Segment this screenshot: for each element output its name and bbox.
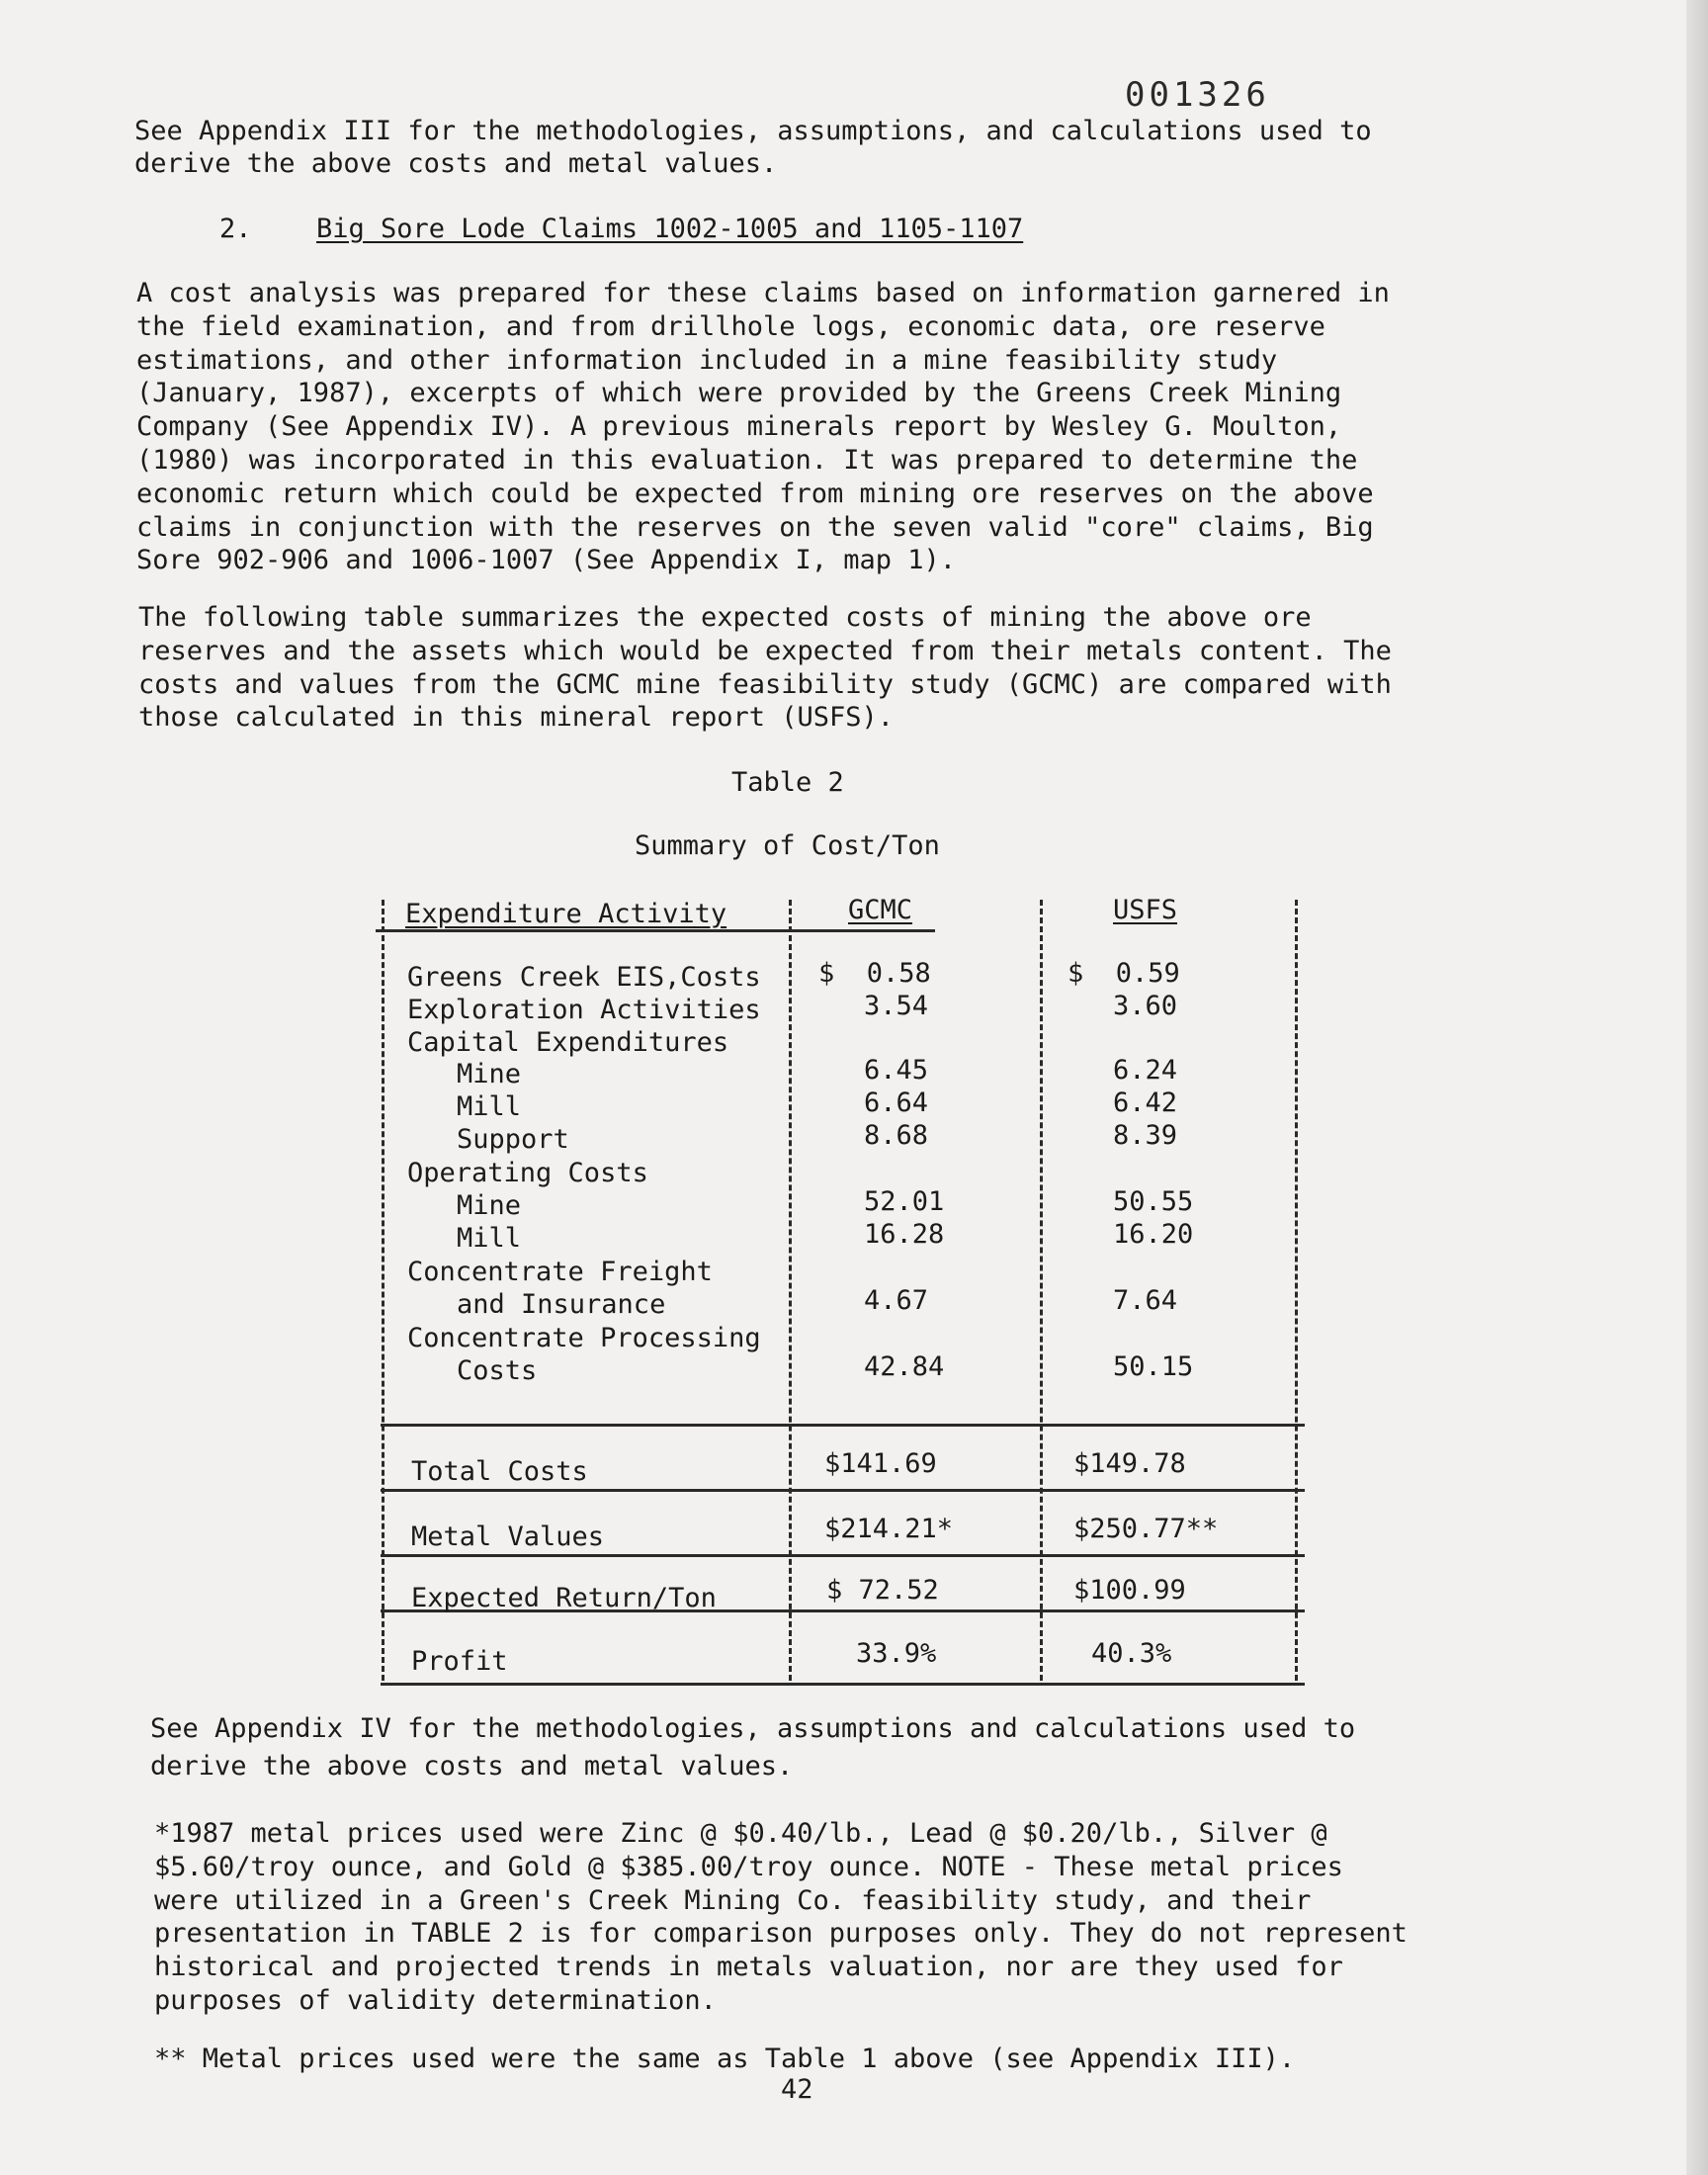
total-usfs-value: $149.78: [1073, 1448, 1186, 1479]
row-usfs-value: 6.42: [1113, 1088, 1178, 1118]
row-usfs-value: 7.64: [1113, 1285, 1178, 1316]
row-gcmc-value: 42.84: [864, 1351, 945, 1382]
row-usfs-value: 3.60: [1113, 991, 1178, 1021]
section-title: Big Sore Lode Claims 1002-1005 and 1105-1107: [316, 214, 1024, 244]
table-divider-usfs: [1040, 900, 1043, 1681]
row-label: and Insurance: [457, 1289, 666, 1320]
cost-summary-table: [376, 890, 1305, 1691]
total-gcmc-value: $ 72.52: [826, 1575, 939, 1606]
row-usfs-value: 6.24: [1113, 1055, 1178, 1086]
footnote-line: *1987 metal prices used were Zinc @ $0.40/lb., Lead @ $0.20/lb., Silver @: [154, 1818, 1327, 1849]
header-usfs: USFS: [1113, 895, 1178, 925]
total-usfs-value: $250.77**: [1073, 1514, 1219, 1544]
table-divider-gcmc: [789, 900, 792, 1681]
row-label: Mine: [457, 1190, 522, 1221]
row-label: Concentrate Processing: [407, 1323, 761, 1353]
row-usfs-value: 50.55: [1113, 1186, 1194, 1217]
row-gcmc-value: 52.01: [864, 1186, 945, 1217]
row-label: Concentrate Freight: [407, 1257, 713, 1287]
table-left-border: [382, 900, 384, 1681]
rule-above-metal: [381, 1489, 1305, 1492]
paragraph-line: the field examination, and from drillhole logs, economic data, ore reserve: [136, 310, 1325, 342]
footnote-line: historical and projected trends in metals valuation, nor are they used for: [154, 1952, 1343, 1983]
table-caption: Table 2: [731, 767, 844, 798]
paragraph-line: A cost analysis was prepared for these claims based on information garnered in: [136, 278, 1390, 308]
total-label: Profit: [411, 1646, 508, 1677]
table-bottom-rule: [381, 1683, 1305, 1686]
paragraph-line: (1980) was incorporated in this evaluation. It was prepared to determine the: [136, 445, 1358, 476]
row-label: Greens Creek EIS,Costs: [407, 962, 761, 993]
row-label: Capital Expenditures: [407, 1027, 729, 1058]
row-gcmc-value: 6.64: [864, 1088, 929, 1118]
row-label: Mill: [457, 1223, 522, 1254]
footnote-line: $5.60/troy ounce, and Gold @ $385.00/troy ounce. NOTE - These metal prices: [154, 1851, 1343, 1882]
document-number: 001326: [1125, 75, 1270, 115]
total-usfs-value: 40.3%: [1091, 1638, 1172, 1669]
after-table-line-1: See Appendix IV for the methodologies, assumptions and calculations used to: [150, 1713, 1356, 1744]
paragraph-line: Sore 902-906 and 1006-1007 (See Appendix I, map 1).: [136, 545, 957, 576]
row-usfs-value: 16.20: [1113, 1219, 1194, 1250]
row-usfs-value: 50.15: [1113, 1351, 1194, 1382]
row-label: Support: [457, 1124, 569, 1155]
page-number: 42: [781, 2074, 813, 2105]
header-expenditure-activity: Expenditure Activity: [405, 899, 727, 929]
paragraph-line: Company (See Appendix IV). A previous minerals report by Wesley G. Moulton,: [136, 411, 1342, 443]
footnote-line: purposes of validity determination.: [154, 1985, 717, 2016]
total-label: Metal Values: [411, 1522, 605, 1552]
paragraph-line: those calculated in this mineral report (USFS).: [138, 702, 895, 734]
row-label: Exploration Activities: [407, 995, 761, 1025]
rule-above-total: [381, 1424, 1305, 1427]
intro-line-1: See Appendix III for the methodologies, assumptions, and calculations used to: [134, 116, 1372, 146]
table-right-border: [1295, 900, 1298, 1681]
row-usfs-value: 8.39: [1113, 1120, 1178, 1151]
intro-line-2: derive the above costs and metal values.: [134, 148, 778, 179]
paragraph-line: claims in conjunction with the reserves on the seven valid "core" claims, Big: [136, 511, 1374, 543]
row-label: Mill: [457, 1091, 522, 1122]
paragraph-line: economic return which could be expected from mining ore reserves on the above: [136, 478, 1374, 509]
footnote-line: were utilized in a Green's Creek Mining Co. feasibility study, and their: [154, 1884, 1312, 1916]
after-table-line-2: derive the above costs and metal values.: [150, 1751, 794, 1782]
total-gcmc-value: $141.69: [824, 1448, 937, 1479]
paragraph-line: The following table summarizes the expected costs of mining the above ore: [138, 602, 1312, 633]
total-label: Expected Return/Ton: [411, 1583, 717, 1613]
row-gcmc-value: 3.54: [864, 991, 929, 1021]
row-gcmc-value: 6.45: [864, 1055, 929, 1086]
paragraph-line: costs and values from the GCMC mine feasibility study (GCMC) are compared with: [138, 668, 1392, 700]
row-gcmc-value: $ 0.58: [818, 958, 931, 989]
paragraph-line: reserves and the assets which would be expected from their metals content. The: [138, 635, 1392, 666]
total-usfs-value: $100.99: [1073, 1575, 1186, 1606]
row-gcmc-value: 16.28: [864, 1219, 945, 1250]
row-gcmc-value: 8.68: [864, 1120, 929, 1151]
row-label: Mine: [457, 1059, 522, 1089]
page-edge-shadow: [1686, 0, 1708, 2175]
paragraph-line: estimations, and other information included in a mine feasibility study: [136, 344, 1278, 376]
total-gcmc-value: $214.21*: [824, 1514, 954, 1544]
row-label: Operating Costs: [407, 1158, 648, 1188]
rule-above-return: [381, 1554, 1305, 1557]
total-gcmc-value: 33.9%: [856, 1638, 937, 1669]
paragraph-line: (January, 1987), excerpts of which were provided by the Greens Creek Mining: [136, 378, 1342, 409]
row-gcmc-value: 4.67: [864, 1285, 929, 1316]
section-number: 2.: [219, 214, 252, 244]
table-title: Summary of Cost/Ton: [635, 830, 940, 861]
footnote-double-asterisk: ** Metal prices used were the same as Table 1 above (see Appendix III).: [154, 2044, 1296, 2074]
row-label: Costs: [457, 1355, 538, 1386]
total-label: Total Costs: [411, 1456, 588, 1487]
header-gcmc: GCMC: [848, 895, 913, 925]
row-usfs-value: $ 0.59: [1068, 958, 1180, 989]
footnote-line: presentation in TABLE 2 is for comparison purposes only. They do not represent: [154, 1918, 1408, 1950]
